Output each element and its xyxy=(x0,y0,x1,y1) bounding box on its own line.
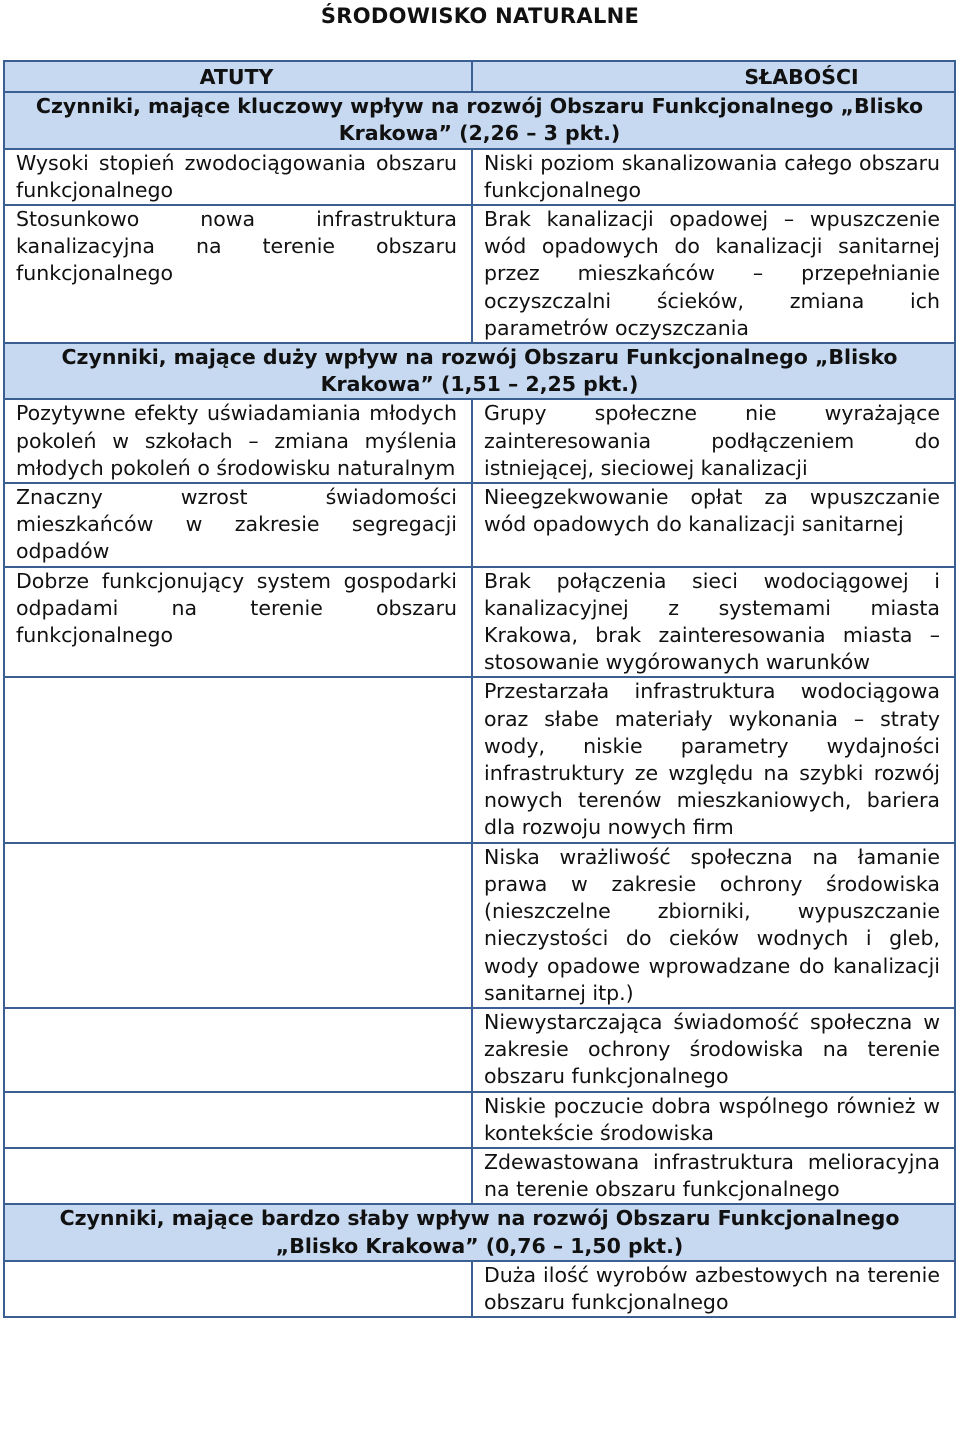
weakness-cell: Przestarzała infrastruktura wodociągowa oraz słabe materiały wykonania – straty wody, niskie parametry wydajności infrastruktury ze względu na szybki rozwój nowych terenów mieszkaniowych, bariera dla rozwoju nowych firm xyxy=(472,677,955,842)
table-row xyxy=(4,483,955,567)
section-heading-row xyxy=(4,343,955,399)
strength-cell: Stosunkowo nowa infrastruktura kanalizacyjna na terenie obszaru funkcjonalnego xyxy=(4,205,472,343)
strength-cell: Pozytywne efekty uświadamiania młodych pokoleń w szkołach – zmiana myślenia młodych pokoleń o środowisku naturalnym xyxy=(4,399,472,483)
strength-cell-empty xyxy=(4,1261,472,1317)
section-heading-row xyxy=(4,1204,955,1260)
section-heading-large: Czynniki, mające duży wpływ na rozwój Obszaru Funkcjonalnego „Blisko Krakowa” (1,51 – 2,25 pkt.) xyxy=(4,343,955,399)
table-row xyxy=(4,1148,955,1204)
strength-cell-empty xyxy=(4,1092,472,1148)
weakness-cell: Nieegzekwowanie opłat za wpuszczanie wód opadowych do kanalizacji sanitarnej xyxy=(472,483,955,567)
strength-cell-empty xyxy=(4,1008,472,1092)
table-row xyxy=(4,399,955,483)
table-row xyxy=(4,1008,955,1092)
weakness-cell: Zdewastowana infrastruktura melioracyjna na terenie obszaru funkcjonalnego xyxy=(472,1148,955,1204)
swot-table xyxy=(3,60,956,1318)
table-row xyxy=(4,1092,955,1148)
section-heading-key: Czynniki, mające kluczowy wpływ na rozwój Obszaru Funkcjonalnego „Blisko Krakowa” (2,26 – 3 pkt.) xyxy=(4,92,955,148)
strength-cell-empty xyxy=(4,1148,472,1204)
table-row xyxy=(4,149,955,205)
weakness-cell: Niski poziom skanalizowania całego obszaru funkcjonalnego xyxy=(472,149,955,205)
weakness-cell: Brak połączenia sieci wodociągowej i kanalizacyjnej z systemami miasta Krakowa, brak zainteresowania miasta – stosowanie wygórowanych warunków xyxy=(472,567,955,678)
table-row xyxy=(4,843,955,1008)
weakness-cell: Brak kanalizacji opadowej – wpuszczenie wód opadowych do kanalizacji sanitarnej przez mieszkańców – przepełnianie oczyszczalni ścieków, zmiana ich parametrów oczyszczania xyxy=(472,205,955,343)
strength-cell-empty xyxy=(4,843,472,1008)
strength-cell: Dobrze funkcjonujący system gospodarki odpadami na terenie obszaru funkcjonalnego xyxy=(4,567,472,678)
section-heading-row xyxy=(4,92,955,148)
weakness-cell: Niska wrażliwość społeczna na łamanie prawa w zakresie ochrony środowiska (nieszczelne zbiorniki, wypuszczanie nieczystości do cieków wodnych i gleb, wody opadowe wprowadzane do kanalizacji sanitarnej itp.) xyxy=(472,843,955,1008)
table-row xyxy=(4,677,955,842)
page-title: ŚRODOWISKO NATURALNE xyxy=(320,4,640,28)
section-heading-very-weak: Czynniki, mające bardzo słaby wpływ na rozwój Obszaru Funkcjonalnego „Blisko Krakowa” (0,76 – 1,50 pkt.) xyxy=(4,1204,955,1260)
weaknesses-header: SŁABOŚCI xyxy=(472,61,955,92)
strength-cell: Znaczny wzrost świadomości mieszkańców w zakresie segregacji odpadów xyxy=(4,483,472,567)
table-row xyxy=(4,567,955,678)
table-row xyxy=(4,205,955,343)
weakness-cell: Niewystarczająca świadomość społeczna w zakresie ochrony środowiska na terenie obszaru funkcjonalnego xyxy=(472,1008,955,1092)
table-header-row xyxy=(4,61,955,92)
strengths-header: ATUTY xyxy=(4,61,472,92)
strength-cell: Wysoki stopień zwodociągowania obszaru funkcjonalnego xyxy=(4,149,472,205)
weakness-cell: Grupy społeczne nie wyrażające zainteresowania podłączeniem do istniejącej, sieciowej kanalizacji xyxy=(472,399,955,483)
table-row xyxy=(4,1261,955,1317)
weakness-cell: Niskie poczucie dobra wspólnego również w kontekście środowiska xyxy=(472,1092,955,1148)
strength-cell-empty xyxy=(4,677,472,842)
weakness-cell: Duża ilość wyrobów azbestowych na terenie obszaru funkcjonalnego xyxy=(472,1261,955,1317)
